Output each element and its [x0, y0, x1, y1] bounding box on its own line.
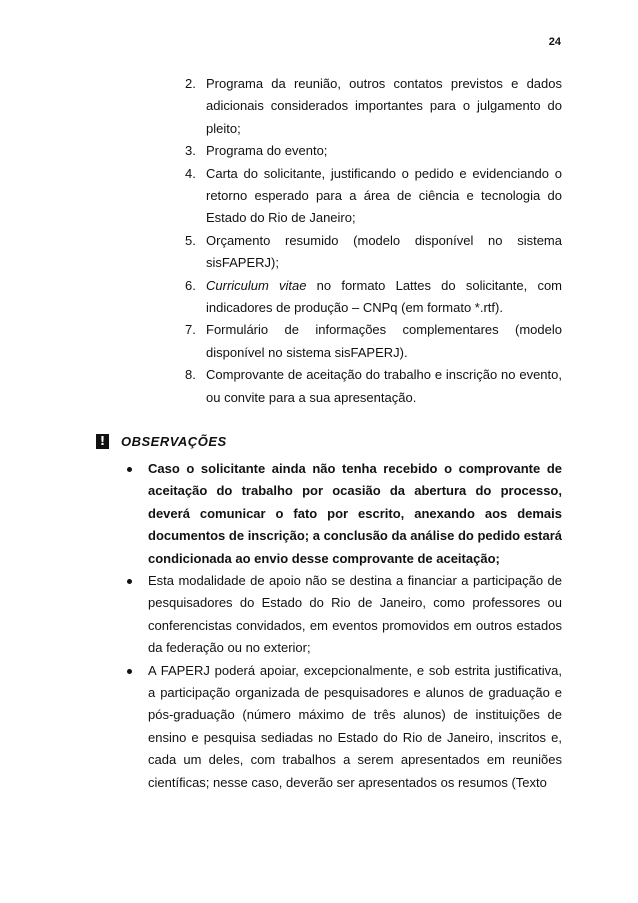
- numbered-requirements-list: [185, 73, 562, 409]
- italic-term: Curriculum vitae: [206, 277, 307, 293]
- list-marker: 2.: [185, 76, 196, 91]
- list-item-text: Programa do evento;: [206, 143, 328, 159]
- list-item: [185, 364, 562, 409]
- bullet-item: [124, 458, 562, 570]
- word: (modelo: [353, 232, 401, 248]
- word: informações: [315, 322, 387, 338]
- list-item: [185, 140, 562, 162]
- list-item-text: sisFAPERJ);: [206, 255, 279, 271]
- section-title: OBSERVAÇÕES: [121, 434, 227, 449]
- observacoes-bullet-list: [124, 458, 562, 794]
- bullet-item: [124, 660, 562, 794]
- list-marker: 3.: [185, 143, 196, 159]
- word: Orçamento: [206, 232, 271, 248]
- list-item-text: no formato Lattes do solicitante, com indicadores de produção – CNPq (em formato *.rtf).: [206, 277, 562, 316]
- list-item: [185, 319, 562, 364]
- exclamation-icon: !: [96, 434, 109, 449]
- observacoes-heading: [96, 434, 227, 449]
- list-item-first-line: [206, 230, 562, 252]
- list-item-first-line: [206, 319, 562, 341]
- list-marker: 6.: [185, 277, 196, 293]
- word: (modelo: [515, 322, 562, 338]
- word: sistema: [517, 232, 562, 248]
- page-number: 24: [548, 36, 561, 48]
- word: disponível: [414, 232, 474, 248]
- word: de: [284, 322, 299, 338]
- list-item: [185, 275, 562, 320]
- word: Formulário: [206, 322, 269, 338]
- list-marker: 5.: [185, 232, 196, 248]
- list-item: [185, 230, 562, 275]
- bullet-text: Esta modalidade de apoio não se destina a financiar a participação de pesquisadores do Estado do Rio de Janeiro, como professores ou conferencistas convidados, em eventos promovidos em outros estados da federação ou no exterior;: [148, 573, 562, 656]
- word: no: [488, 232, 503, 248]
- list-item: [185, 73, 562, 140]
- list-marker: 4.: [185, 165, 196, 181]
- list-item-text: Comprovante de aceitação do trabalho e inscrição no evento, ou convite para a sua apresentação.: [206, 367, 562, 405]
- bullet-item: [124, 570, 562, 660]
- bullet-dot-icon: [127, 669, 132, 674]
- bullet-dot-icon: [127, 579, 132, 584]
- list-marker: 8.: [185, 367, 196, 383]
- bullet-text: Caso o solicitante ainda não tenha recebido o comprovante de aceitação do trabalho por ocasião da abertura do processo, deverá comunicar o fato por escrito, anexando aos demais documentos de inscrição; a conclusão da análise do pedido estará condicionada ao envio desse comprovante de aceitação;: [148, 461, 562, 566]
- bullet-dot-icon: [127, 467, 132, 472]
- list-item-text: Programa da reunião, outros contatos previstos e dados adicionais considerados importantes para o julgamento do pleito;: [206, 76, 562, 136]
- list-marker: 7.: [185, 322, 196, 338]
- list-item-text: disponível no sistema sisFAPERJ).: [206, 344, 408, 360]
- list-item: [185, 163, 562, 230]
- word: resumido: [285, 232, 339, 248]
- word: complementares: [402, 322, 499, 338]
- bullet-text: A FAPERJ poderá apoiar, excepcionalmente, e sob estrita justificativa, a participação organizada de pesquisadores e alunos de graduação e pós-graduação (número máximo de três alunos) de instituições de ensino e pesquisa sediadas no Estado do Rio de Janeiro, inscritos e, cada um deles, com trabalhos a serem apresentados em reuniões científicas; nesse caso, deverão ser apresentados os resumos (Texto: [148, 662, 562, 790]
- list-item-text: Carta do solicitante, justificando o pedido e evidenciando o retorno esperado para a área de ciência e tecnologia do Estado do Rio de Janeiro;: [206, 165, 562, 226]
